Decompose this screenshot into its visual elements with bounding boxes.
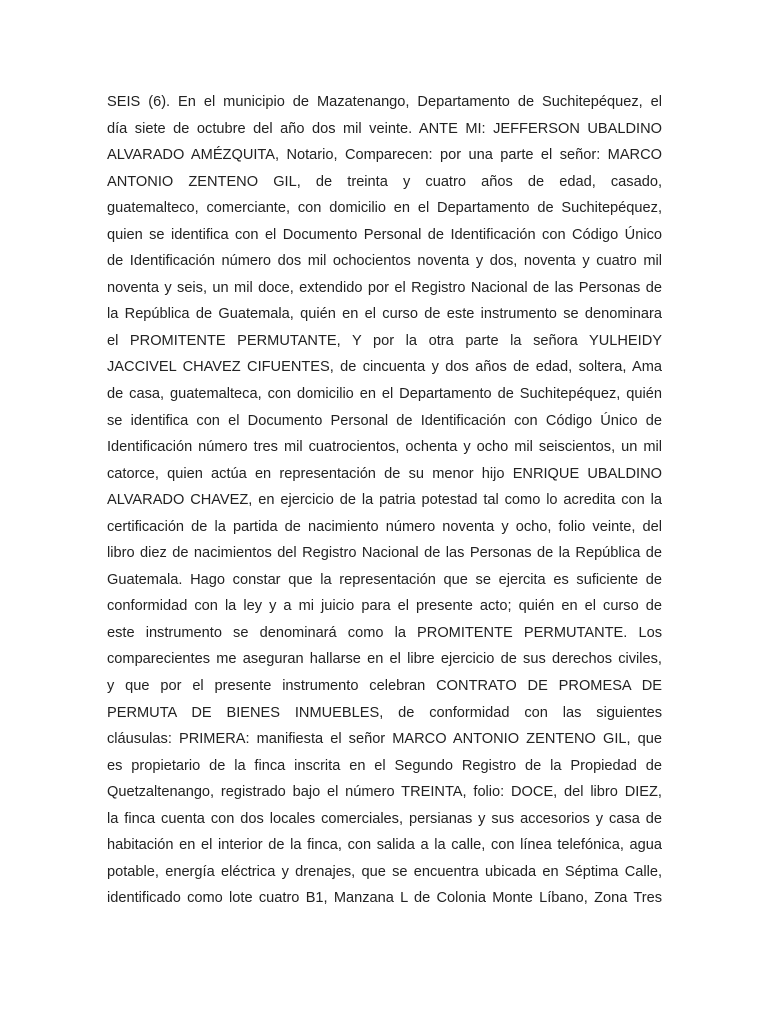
text-line: es propietario de la finca inscrita en el Segundo Registro de la Propiedad de (107, 757, 662, 774)
text-line: ANTONIO ZENTENO GIL, de treinta y cuatro años de edad, casado, (107, 173, 662, 190)
text-line: día siete de octubre del año dos mil veinte. ANTE MI: JEFFERSON UBALDINO (107, 120, 662, 137)
text-line: SEIS (6). En el municipio de Mazatenango, Departamento de Suchitepéquez, el (107, 94, 662, 110)
text-line: el PROMITENTE PERMUTANTE, Y por la otra parte la señora YULHEIDY (107, 332, 662, 349)
text-line: la República de Guatemala, quién en el curso de este instrumento se denominara (107, 306, 662, 323)
text-line: identificado como lote cuatro B1, Manzana L de Colonia Monte Líbano, Zona Tres (107, 890, 662, 907)
text-line: PERMUTA DE BIENES INMUEBLES, de conformidad con las siguientes (107, 704, 662, 721)
text-line: noventa y seis, un mil doce, extendido por el Registro Nacional de las Personas de (107, 279, 662, 296)
text-line: Quetzaltenango, registrado bajo el número TREINTA, folio: DOCE, del libro DIEZ, (107, 784, 662, 801)
text-line: ALVARADO CHAVEZ, en ejercicio de la patria potestad tal como lo acredita con la (107, 492, 662, 509)
text-line: se identifica con el Documento Personal de Identificación con Código Único de (107, 412, 662, 429)
text-line: la finca cuenta con dos locales comerciales, persianas y sus accesorios y casa de (107, 810, 662, 827)
text-line: quien se identifica con el Documento Personal de Identificación con Código Único (107, 226, 662, 243)
text-line: Identificación número tres mil cuatrocientos, ochenta y ocho mil seiscientos, un mil (107, 439, 662, 456)
text-line: potable, energía eléctrica y drenajes, que se encuentra ubicada en Séptima Calle, (107, 863, 662, 880)
text-line: certificación de la partida de nacimiento número noventa y ocho, folio veinte, del (107, 518, 662, 535)
text-line: y que por el presente instrumento celebran CONTRATO DE PROMESA DE (107, 678, 662, 695)
text-line: habitación en el interior de la finca, con salida a la calle, con línea telefónica, agua (107, 837, 662, 854)
text-line: conformidad con la ley y a mi juicio para el presente acto; quién en el curso de (107, 598, 662, 615)
text-line: de casa, guatemalteca, con domicilio en el Departamento de Suchitepéquez, quién (107, 386, 662, 403)
document-body (107, 89, 662, 912)
text-line: de Identificación número dos mil ochocientos noventa y dos, noventa y cuatro mil (107, 253, 662, 270)
text-line: ALVARADO AMÉZQUITA, Notario, Comparecen: por una parte el señor: MARCO (107, 147, 662, 164)
text-line: guatemalteco, comerciante, con domicilio en el Departamento de Suchitepéquez, (107, 200, 662, 217)
text-line: comparecientes me aseguran hallarse en el libre ejercicio de sus derechos civiles, (107, 651, 662, 668)
text-line: Guatemala. Hago constar que la representación que se ejercita es suficiente de (107, 571, 662, 588)
text-line: cláusulas: PRIMERA: manifiesta el señor MARCO ANTONIO ZENTENO GIL, que (107, 731, 662, 748)
text-line: este instrumento se denominará como la PROMITENTE PERMUTANTE. Los (107, 624, 662, 641)
text-line: JACCIVEL CHAVEZ CIFUENTES, de cincuenta y dos años de edad, soltera, Ama (107, 359, 662, 376)
text-line: libro diez de nacimientos del Registro Nacional de las Personas de la República de (107, 545, 662, 562)
text-line: catorce, quien actúa en representación de su menor hijo ENRIQUE UBALDINO (107, 465, 662, 482)
